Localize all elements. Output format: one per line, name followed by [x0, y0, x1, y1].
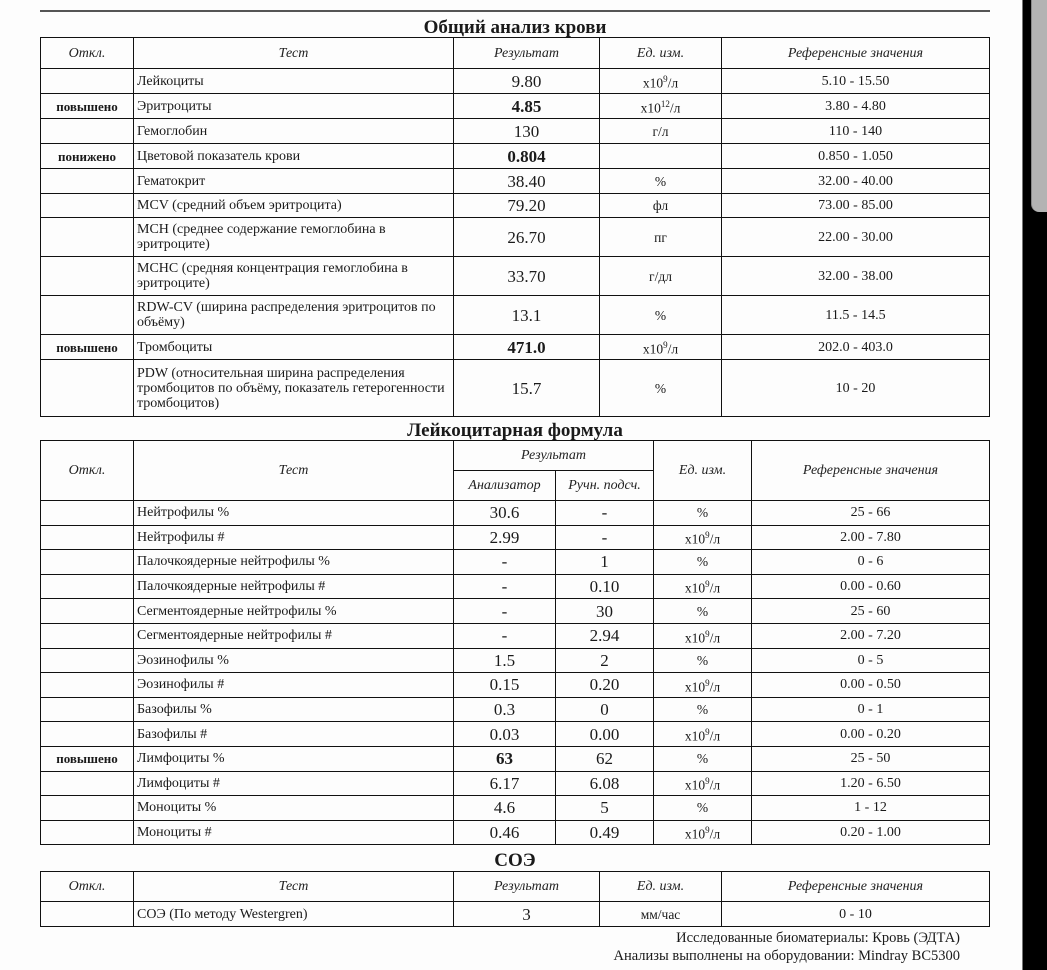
deviation-flag	[41, 525, 134, 550]
col-header-test: Тест	[134, 441, 454, 501]
test-name: MCH (среднее содержание гемоглобина в эритроците)	[134, 218, 454, 257]
unit-tail: /л	[709, 679, 721, 695]
result-value: 33.70	[454, 257, 600, 296]
reference-range: 32.00 - 40.00	[722, 169, 990, 194]
test-name: Гемоглобин	[134, 119, 454, 144]
deviation-flag	[41, 722, 134, 747]
unit-base: %	[654, 380, 667, 396]
reference-range: 1 - 12	[752, 796, 990, 821]
unit-cell	[600, 94, 722, 119]
analyzer-value: -	[454, 599, 556, 624]
analyzer-value: -	[454, 550, 556, 575]
test-name: MCV (средний объем эритроцита)	[134, 194, 454, 218]
deviation-flag: понижено	[41, 144, 134, 169]
unit-base: x10	[642, 341, 664, 357]
col-header-dev: Откл.	[41, 441, 134, 501]
reference-range: 2.00 - 7.20	[752, 623, 990, 648]
unit-cell	[654, 550, 752, 575]
deviation-flag	[41, 169, 134, 194]
unit-base: x10	[642, 75, 664, 91]
deviation-flag	[41, 902, 134, 927]
unit-tail: /л	[667, 341, 679, 357]
reference-range: 0 - 6	[752, 550, 990, 575]
analyzer-value: 2.99	[454, 525, 556, 550]
manual-count-value: 2	[556, 648, 654, 673]
result-value: 4.85	[454, 94, 600, 119]
deviation-flag	[41, 574, 134, 599]
analyzer-value: 4.6	[454, 796, 556, 821]
unit-exponent: 9	[705, 726, 710, 737]
deviation-flag	[41, 194, 134, 218]
deviation-flag	[41, 296, 134, 335]
reference-range: 0 - 5	[752, 648, 990, 673]
unit-exponent: 9	[705, 677, 710, 688]
deviation-flag	[41, 623, 134, 648]
manual-count-value: 5	[556, 796, 654, 821]
reference-range: 22.00 - 30.00	[722, 218, 990, 257]
reference-range: 110 - 140	[722, 119, 990, 144]
test-name: RDW-CV (ширина распределения эритроцитов по объёму)	[134, 296, 454, 335]
analyzer-value: 0.3	[454, 697, 556, 722]
manual-count-value: 0.20	[556, 673, 654, 698]
table-row	[41, 169, 990, 194]
analyzer-value: 0.15	[454, 673, 556, 698]
footer-equipment: Анализы выполнены на оборудовании: Mindray BC5300	[613, 948, 960, 964]
analyzer-value: 30.6	[454, 501, 556, 526]
unit-cell	[654, 623, 752, 648]
test-name: Эритроциты	[134, 94, 454, 119]
reference-range: 32.00 - 38.00	[722, 257, 990, 296]
table-row	[41, 648, 990, 673]
unit-tail: /л	[709, 630, 721, 646]
deviation-flag	[41, 697, 134, 722]
unit-base: x10	[684, 679, 706, 695]
col-header-test: Тест	[134, 38, 454, 69]
table-row	[41, 525, 990, 550]
analyzer-value: 0.46	[454, 820, 556, 845]
deviation-flag	[41, 69, 134, 94]
deviation-flag	[41, 648, 134, 673]
manual-count-value: 6.08	[556, 771, 654, 796]
test-name: Гематокрит	[134, 169, 454, 194]
diff-table	[40, 440, 990, 845]
table-row	[41, 69, 990, 94]
section-title-diff: Лейкоцитарная формула	[407, 420, 623, 441]
table-row	[41, 746, 990, 771]
test-name: Сегментоядерные нейтрофилы #	[134, 623, 454, 648]
analyzer-value: 0.03	[454, 722, 556, 747]
unit-exponent: 9	[705, 776, 710, 787]
unit-base: %	[654, 173, 667, 189]
reference-range: 0.20 - 1.00	[752, 820, 990, 845]
test-name: Эозинофилы %	[134, 648, 454, 673]
deviation-flag	[41, 550, 134, 575]
deviation-flag	[41, 599, 134, 624]
unit-cell	[600, 257, 722, 296]
col-header-result: Результат	[454, 872, 600, 902]
reference-range: 73.00 - 85.00	[722, 194, 990, 218]
unit-tail: /л	[709, 531, 721, 547]
analyzer-value: -	[454, 574, 556, 599]
col-header-analyzer: Анализатор	[454, 471, 556, 501]
unit-base: x10	[684, 630, 706, 646]
reference-range: 11.5 - 14.5	[722, 296, 990, 335]
unit-exponent: 12	[660, 98, 670, 109]
unit-cell	[600, 169, 722, 194]
unit-exponent: 9	[705, 825, 710, 836]
scrollbar-border	[1022, 0, 1023, 970]
unit-base: пг	[654, 229, 667, 245]
analyzer-value: -	[454, 623, 556, 648]
unit-cell	[600, 360, 722, 417]
unit-cell	[654, 501, 752, 526]
table-row	[41, 820, 990, 845]
result-value: 13.1	[454, 296, 600, 335]
col-header-result: Результат	[454, 38, 600, 69]
unit-base: %	[696, 554, 709, 570]
col-header-unit: Ед. изм.	[600, 38, 722, 69]
unit-cell	[654, 697, 752, 722]
cbc-table	[40, 37, 990, 417]
test-name: Базофилы %	[134, 697, 454, 722]
unit-base: %	[696, 751, 709, 767]
unit-tail: /л	[709, 777, 721, 793]
test-name: Цветовой показатель крови	[134, 144, 454, 169]
reference-range: 2.00 - 7.80	[752, 525, 990, 550]
col-header-ref: Референсные значения	[722, 38, 990, 69]
deviation-flag	[41, 360, 134, 417]
test-name: Лейкоциты	[134, 69, 454, 94]
deviation-flag	[41, 673, 134, 698]
manual-count-value: 62	[556, 746, 654, 771]
reference-range: 25 - 66	[752, 501, 990, 526]
unit-cell	[654, 820, 752, 845]
unit-base: x10	[684, 580, 706, 596]
test-name: Нейтрофилы #	[134, 525, 454, 550]
unit-exponent: 9	[663, 73, 668, 84]
unit-base: x10	[684, 728, 706, 744]
manual-count-value: 0.10	[556, 574, 654, 599]
unit-exponent: 9	[663, 339, 668, 350]
unit-cell	[600, 119, 722, 144]
deviation-flag	[41, 796, 134, 821]
result-value: 15.7	[454, 360, 600, 417]
manual-count-value: -	[556, 501, 654, 526]
unit-cell	[654, 525, 752, 550]
unit-cell	[654, 796, 752, 821]
deviation-flag	[41, 771, 134, 796]
table-row	[41, 550, 990, 575]
reference-range: 0.00 - 0.20	[752, 722, 990, 747]
reference-range: 0.00 - 0.50	[752, 673, 990, 698]
table-row	[41, 194, 990, 218]
unit-base: %	[696, 603, 709, 619]
section-title-cbc: Общий анализ крови	[423, 17, 607, 38]
col-header-unit: Ед. изм.	[654, 441, 752, 501]
deviation-flag	[41, 257, 134, 296]
unit-tail: /л	[669, 100, 681, 116]
col-header-manual: Ручн. подсч.	[556, 471, 654, 501]
table-row	[41, 574, 990, 599]
unit-cell	[654, 722, 752, 747]
test-name: Нейтрофилы %	[134, 501, 454, 526]
reference-range: 3.80 - 4.80	[722, 94, 990, 119]
unit-cell	[600, 218, 722, 257]
deviation-flag: повышено	[41, 335, 134, 360]
unit-base: x10	[684, 777, 706, 793]
unit-base: x10	[640, 100, 661, 116]
unit-base: x10	[684, 826, 706, 842]
unit-cell	[600, 296, 722, 335]
manual-count-value: 0.00	[556, 722, 654, 747]
unit-tail: /л	[709, 580, 721, 596]
test-name: PDW (относительная ширина распределения тромбоцитов по объёму, показатель гетерогенности тромбоцитов)	[134, 360, 454, 417]
table-row	[41, 218, 990, 257]
unit-base: г/дл	[649, 268, 672, 284]
unit-cell	[654, 673, 752, 698]
result-value: 9.80	[454, 69, 600, 94]
analyzer-value: 63	[454, 746, 556, 771]
result-value: 38.40	[454, 169, 600, 194]
unit-cell	[654, 574, 752, 599]
unit-cell	[654, 648, 752, 673]
table-row	[41, 722, 990, 747]
table-row	[41, 501, 990, 526]
table-row	[41, 119, 990, 144]
test-name: СОЭ (По методу Westergren)	[134, 902, 454, 927]
result-value: 26.70	[454, 218, 600, 257]
manual-count-value: 30	[556, 599, 654, 624]
esr-table	[40, 871, 990, 927]
reference-range: 0 - 10	[722, 902, 990, 927]
deviation-flag	[41, 501, 134, 526]
analyzer-value: 1.5	[454, 648, 556, 673]
result-value: 3	[454, 902, 600, 927]
unit-exponent: 9	[705, 628, 710, 639]
col-header-dev: Откл.	[41, 872, 134, 902]
unit-cell	[600, 144, 722, 169]
table-row	[41, 697, 990, 722]
reference-range: 25 - 50	[752, 746, 990, 771]
footer-biomaterial: Исследованные биоматериалы: Кровь (ЭДТА)	[676, 930, 960, 946]
deviation-flag: повышено	[41, 94, 134, 119]
section-title-esr: СОЭ	[494, 850, 536, 871]
col-header-result: Результат	[454, 441, 654, 471]
table-row	[41, 673, 990, 698]
table-header-row	[41, 38, 990, 69]
unit-cell	[654, 771, 752, 796]
reference-range: 0.850 - 1.050	[722, 144, 990, 169]
unit-base: %	[696, 505, 709, 521]
test-name: Эозинофилы #	[134, 673, 454, 698]
unit-base: г/л	[652, 123, 669, 139]
test-name: Палочкоядерные нейтрофилы %	[134, 550, 454, 575]
reference-range: 0.00 - 0.60	[752, 574, 990, 599]
table-row	[41, 257, 990, 296]
table-row	[41, 360, 990, 417]
table-row	[41, 599, 990, 624]
deviation-flag: повышено	[41, 746, 134, 771]
result-value: 130	[454, 119, 600, 144]
col-header-test: Тест	[134, 872, 454, 902]
unit-cell	[600, 902, 722, 927]
unit-cell	[600, 194, 722, 218]
col-header-unit: Ед. изм.	[600, 872, 722, 902]
test-name: Тромбоциты	[134, 335, 454, 360]
test-name: Лимфоциты #	[134, 771, 454, 796]
analyzer-value: 6.17	[454, 771, 556, 796]
scrollbar-thumb[interactable]	[1031, 0, 1047, 212]
table-row	[41, 94, 990, 119]
deviation-flag	[41, 119, 134, 144]
unit-cell	[600, 69, 722, 94]
reference-range: 10 - 20	[722, 360, 990, 417]
col-header-ref: Референсные значения	[752, 441, 990, 501]
reference-range: 25 - 60	[752, 599, 990, 624]
unit-base: x10	[684, 531, 706, 547]
header-divider	[40, 10, 990, 12]
unit-exponent: 9	[705, 530, 710, 541]
unit-base: %	[696, 702, 709, 718]
col-header-ref: Референсные значения	[722, 872, 990, 902]
table-row	[41, 796, 990, 821]
table-header-row	[41, 872, 990, 902]
table-row	[41, 144, 990, 169]
result-value: 0.804	[454, 144, 600, 169]
test-name: Палочкоядерные нейтрофилы #	[134, 574, 454, 599]
deviation-flag	[41, 820, 134, 845]
table-row	[41, 771, 990, 796]
manual-count-value: 0.49	[556, 820, 654, 845]
result-value: 79.20	[454, 194, 600, 218]
manual-count-value: 0	[556, 697, 654, 722]
unit-exponent: 9	[705, 579, 710, 590]
test-name: MCHC (средняя концентрация гемоглобина в эритроците)	[134, 257, 454, 296]
col-header-dev: Откл.	[41, 38, 134, 69]
unit-base: мм/час	[640, 906, 681, 922]
table-header-row	[41, 441, 990, 471]
unit-tail: /л	[709, 728, 721, 744]
reference-range: 5.10 - 15.50	[722, 69, 990, 94]
reference-range: 202.0 - 403.0	[722, 335, 990, 360]
test-name: Лимфоциты %	[134, 746, 454, 771]
manual-count-value: -	[556, 525, 654, 550]
unit-tail: /л	[667, 75, 679, 91]
test-name: Сегментоядерные нейтрофилы %	[134, 599, 454, 624]
table-row	[41, 902, 990, 927]
table-row	[41, 335, 990, 360]
unit-cell	[654, 599, 752, 624]
unit-base: %	[696, 652, 709, 668]
deviation-flag	[41, 218, 134, 257]
test-name: Моноциты %	[134, 796, 454, 821]
unit-cell	[654, 746, 752, 771]
manual-count-value: 1	[556, 550, 654, 575]
table-row	[41, 623, 990, 648]
test-name: Базофилы #	[134, 722, 454, 747]
reference-range: 0 - 1	[752, 697, 990, 722]
unit-base: фл	[652, 198, 669, 213]
table-row	[41, 296, 990, 335]
manual-count-value: 2.94	[556, 623, 654, 648]
reference-range: 1.20 - 6.50	[752, 771, 990, 796]
unit-base: %	[654, 307, 667, 323]
unit-cell	[600, 335, 722, 360]
unit-tail: /л	[709, 826, 721, 842]
unit-base: %	[696, 800, 709, 816]
result-value: 471.0	[454, 335, 600, 360]
test-name: Моноциты #	[134, 820, 454, 845]
